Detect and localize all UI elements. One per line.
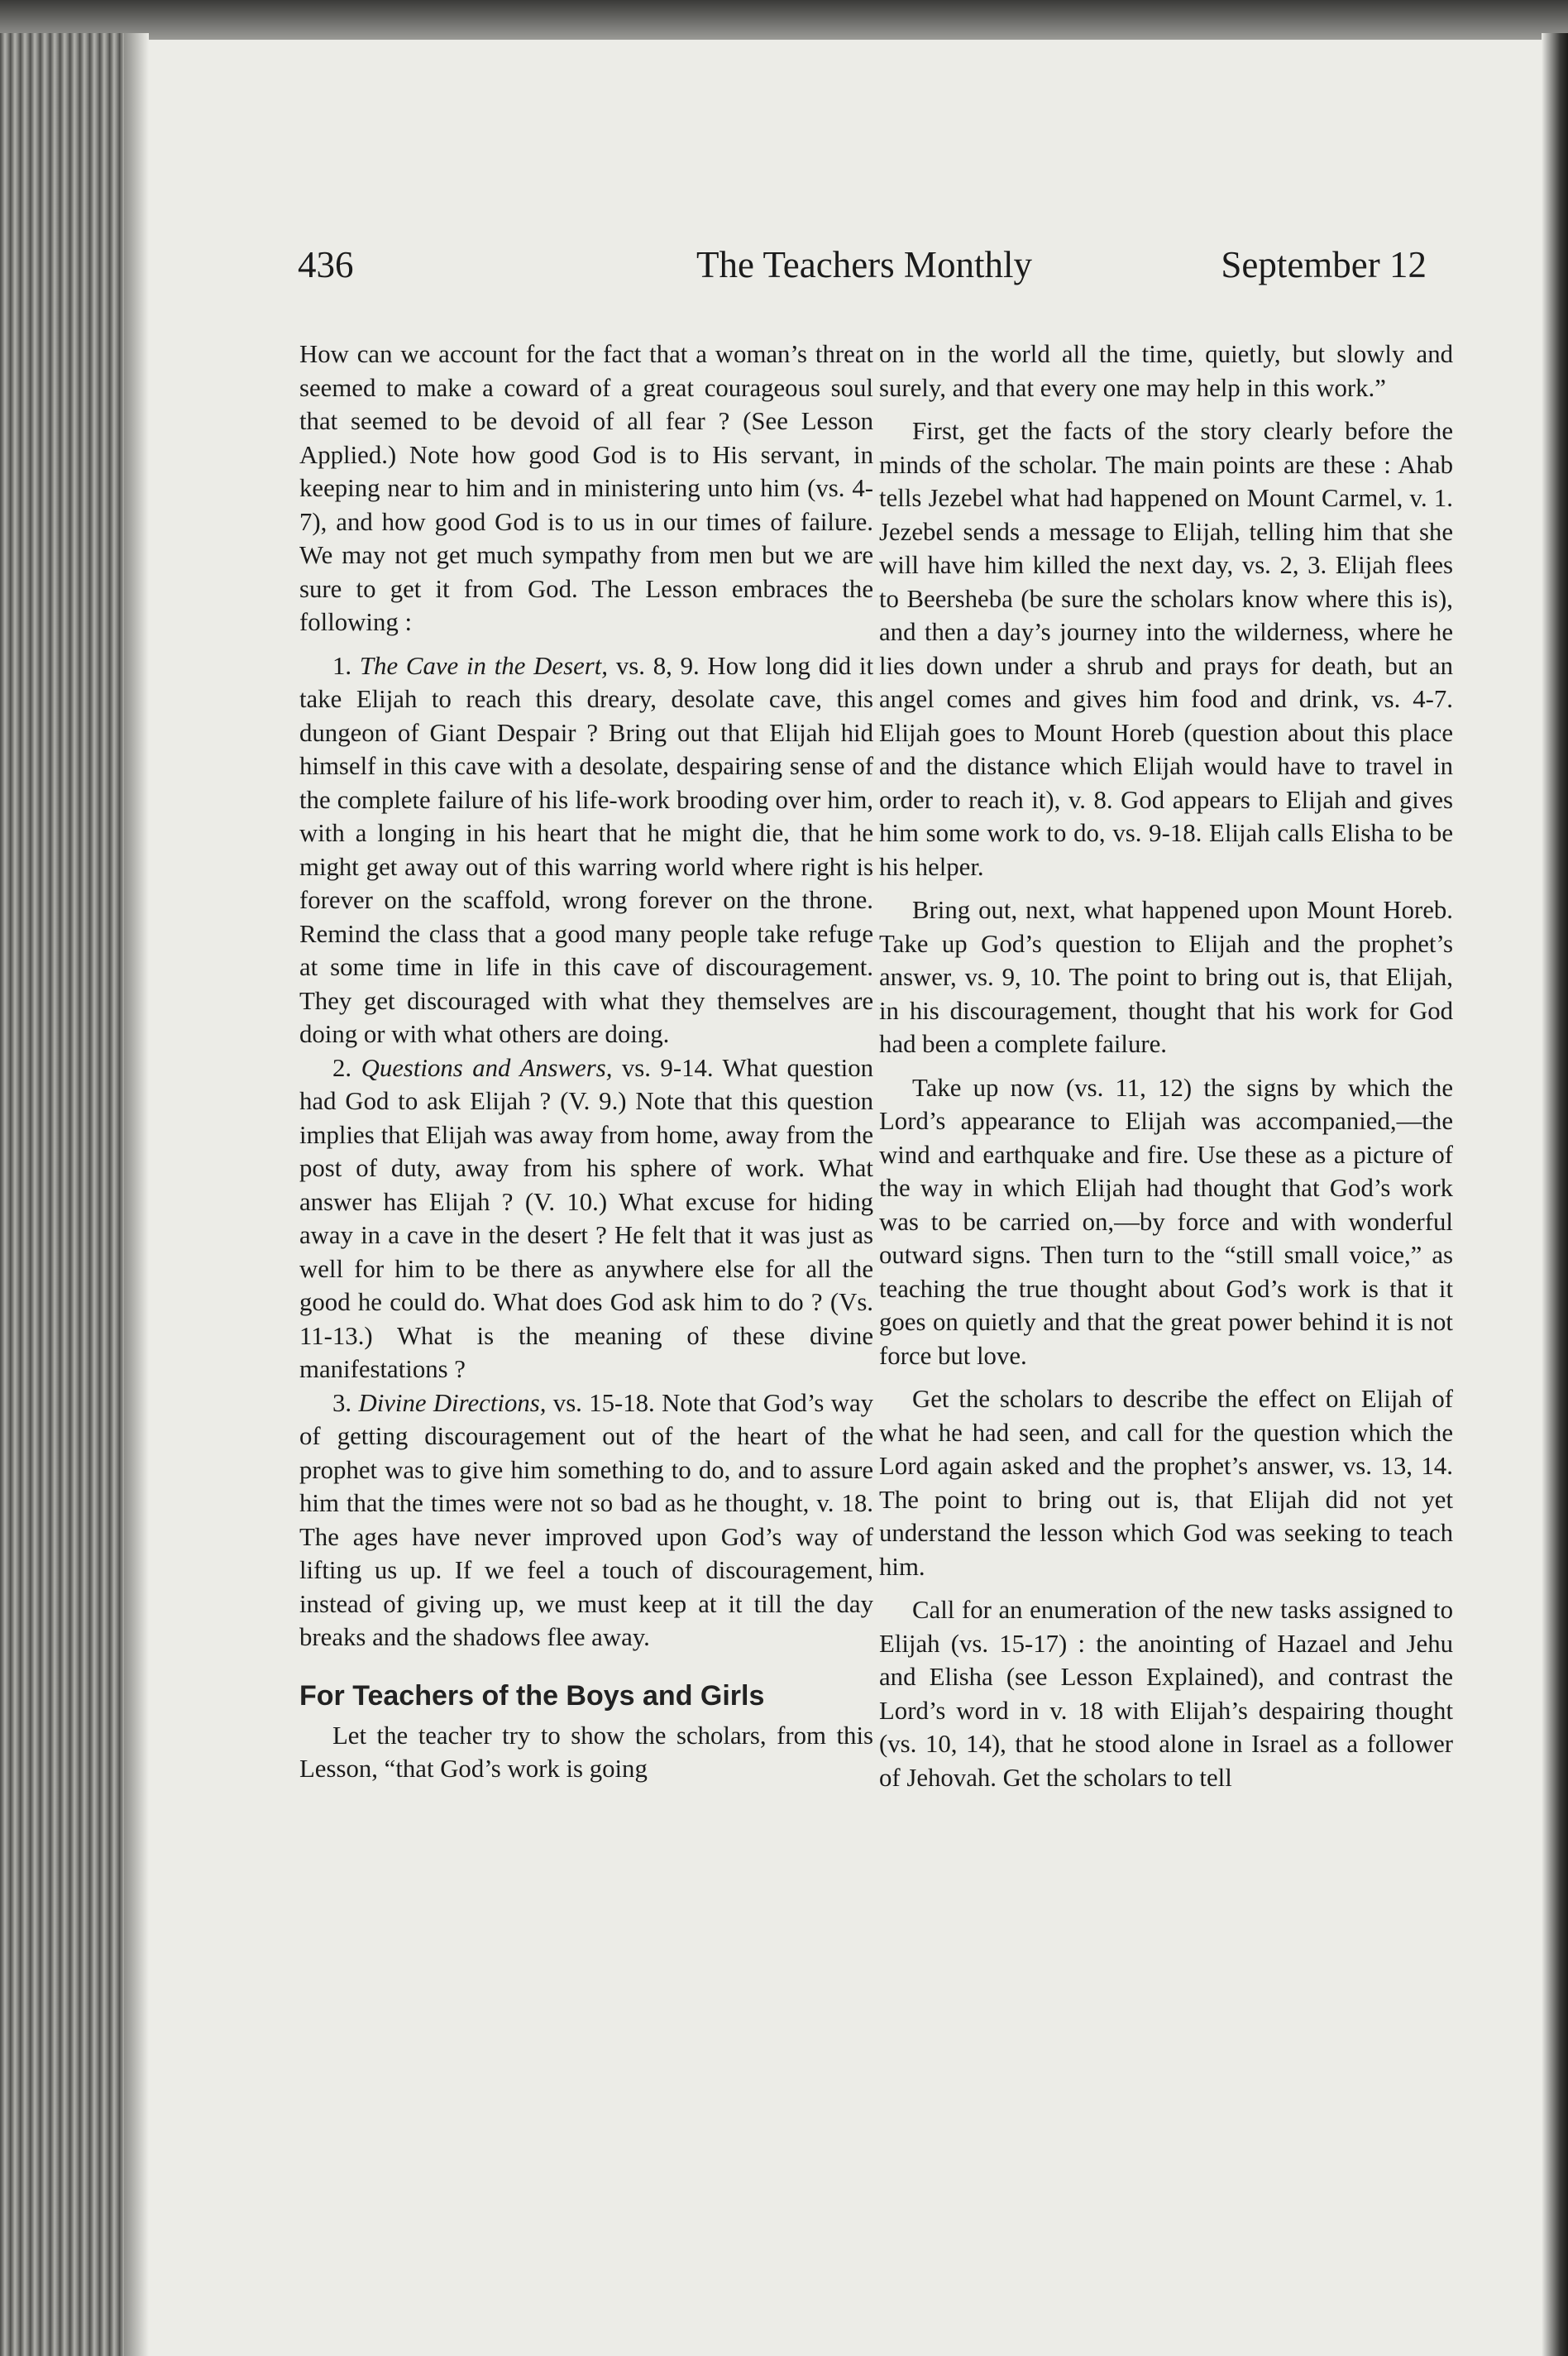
point-1-number: 1. — [332, 651, 352, 680]
point-3-number: 3. — [332, 1388, 352, 1417]
point-2-number: 2. — [332, 1053, 352, 1082]
point-3-title: Divine Directions, — [358, 1388, 547, 1417]
intro-paragraph: How can we account for the fact that a woman’s threat seemed to make a coward of a great courageous soul that seemed to be devoid of all fear ? (See Lesson Applied.) Note how good God is to His servant, in keeping near to him and in ministering unto him (vs. 4-7), and how good God is to us in our times of failure. We may not get much sympathy from men but we are sure to get it from God. The Lesson embraces the following : — [299, 340, 873, 636]
point-2-title: Questions and Answers, — [361, 1053, 613, 1082]
journal-title: The Teachers Monthly — [696, 244, 1032, 285]
point-1-title: The Cave in the Desert, — [359, 651, 608, 680]
mount-horeb-paragraph: Bring out, next, what happened upon Mount Horeb. Take up God’s question to Elijah and the prophet’s answer, vs. 9, 10. The point to bring out is, that Elijah, in his discouragement, thought that his work for God had been a complete failure. — [879, 896, 1453, 1058]
effect-paragraph: Get the scholars to describe the effect on Elijah of what he had seen, and call for the question which the Lord again asked and the prophet’s answer, vs. 13, 14. The point to bring out is, that Elijah did not yet understand the lesson which God was seeking to teach him. — [879, 1385, 1453, 1581]
page-number: 436 — [298, 244, 354, 285]
continuation-paragraph: on in the world all the time, quietly, but slowly and surely, and that every one may help in this work.” — [879, 340, 1453, 402]
point-1-paragraph — [299, 649, 873, 1051]
right-column — [879, 338, 1453, 1794]
section-paragraph: Let the teacher try to show the scholars, from this Lesson, “that God’s work is going — [299, 1721, 873, 1783]
left-column — [299, 338, 873, 1786]
issue-date: September 12 — [1221, 244, 1427, 285]
point-3-text: vs. 15-18. Note that God’s way of getting discouragement out of the heart of the prophet was to give him something to do, and to assure him that the times were not so bad as he thought, v. 18. The ages have never improved upon God’s way of lifting us up. If we feel a touch of discouragement, instead of giving up, we must keep at it till the day breaks and the shadows flee away. — [299, 1388, 874, 1651]
point-1-text: vs. 8, 9. How long did it take Elijah to reach this dreary, desolate cave, this dungeon of Giant Despair ? Bring out that Elijah hid himself in this cave with a desolate, despairing sense of the complete failure of his life-work brooding over him, with a longing in his heart that he might die, that he might get away out of this warring world where right is forever on the scaffold, wrong forever on the throne. Remind the class that a good many people take refuge at some time in life in this cave of discouragement. They get discouraged with what they themselves are doing or with what others are doing. — [299, 651, 874, 1048]
point-2-text: vs. 9-14. What question had God to ask Elijah ? (V. 9.) Note that this question implies that Elijah was away from home, away from the post of duty, away from his sphere of work. What answer has Elijah ? (V. 10.) What excuse for hiding away in a cave in the desert ? He felt that it was just as well for him to be there as anywhere else for all the good he could do. What does God ask him to do ? (Vs. 11-13.) What is the meaning of these divine manifestations ? — [299, 1053, 873, 1383]
facts-paragraph: First, get the facts of the story clearly before the minds of the scholar. The main points are these : Ahab tells Jezebel what had happened on Mount Carmel, v. 1. Jezebel sends a message to Elijah, telling him that she will have him killed the next day, vs. 2, 3. Elijah flees to Beersheba (be sure the scholars know where this is), and then a day’s journey into the wilderness, where he lies down under a shrub and prays for death, but an angel comes and gives him food and drink, vs. 4-7. Elijah goes to Mount Horeb (question about this place and the distance which Elijah would have to travel in order to reach it), v. 8. God appears to Elijah and gives him some work to do, vs. 9-18. Elijah calls Elisha to be his helper. — [879, 417, 1453, 881]
signs-paragraph: Take up now (vs. 11, 12) the signs by which the Lord’s appearance to Elijah was accompanied,—the wind and earthquake and fire. Use these as a picture of the way in which Elijah had thought that God’s work was to be carried on,—by force and with wonderful outward signs. Then turn to the “still small voice,” as teaching the true thought about God’s work is that it goes on quietly and that the great power behind it is not force but love. — [879, 1073, 1453, 1370]
section-heading: For Teachers of the Boys and Girls — [299, 1679, 765, 1712]
tasks-paragraph: Call for an enumeration of the new tasks assigned to Elijah (vs. 15-17) : the anointing of Hazael and Jehu and Elisha (see Lesson Explained), and contrast the Lord’s word in v. 18 with Elijah’s despairing thought (vs. 10, 14), that he stood alone in Israel as a follower of Jehovah. Get the scholars to tell — [879, 1596, 1453, 1792]
point-3-paragraph — [299, 1386, 873, 1654]
point-2-paragraph — [299, 1051, 873, 1386]
